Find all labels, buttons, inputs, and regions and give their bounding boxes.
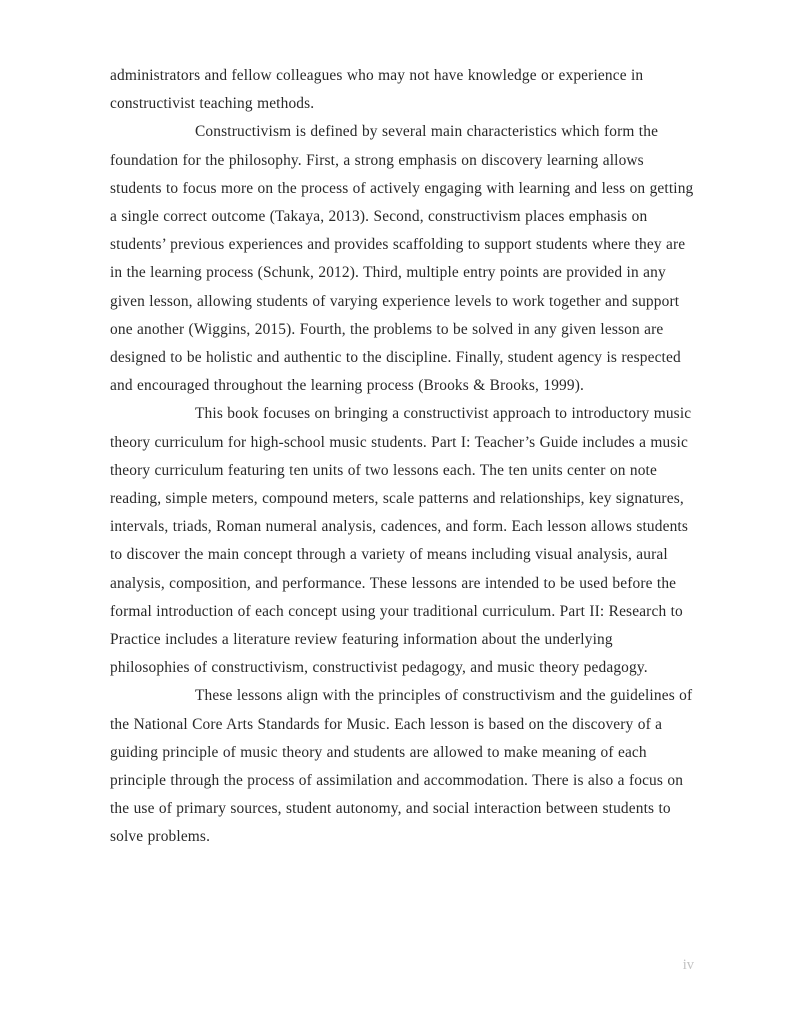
page-number: iv: [682, 957, 694, 973]
body-paragraph-constructivism-characteristics: Constructivism is defined by several main characteristics which form the foundation for the philosophy. First, a strong emphasis on discovery learning allows students to focus more on the process of actively engaging with learning and less on getting a single correct outcome (Takaya, 2013). Second, constructivism places emphasis on students’ previous experiences and provides scaffolding to support students where they are in the learning process (Schunk, 2012). Third, multiple entry points are provided in any given lesson, allowing students of varying experience levels to work together and support one another (Wiggins, 2015). Fourth, the problems to be solved in any given lesson are designed to be holistic and authentic to the discipline. Finally, student agency is respected and encouraged throughout the learning process (Brooks & Brooks, 1999).: [110, 123, 694, 395]
body-paragraph-book-focus: This book focuses on bringing a constructivist approach to introductory music theory curriculum for high-school music students. Part I: Teacher’s Guide includes a music theory curriculum featuring ten units of two lessons each. The ten units center on note reading, simple meters, compound meters, scale patterns and relationships, key signatures, intervals, triads, Roman numeral analysis, cadences, and form. Each lesson allows students to discover the main concept through a variety of means including visual analysis, aural analysis, composition, and performance. These lessons are intended to be used before the formal introduction of each concept using your traditional curriculum. Part II: Research to Practice includes a literature review featuring information about the underlying philosophies of constructivism, constructivist pedagogy, and music theory pedagogy.: [110, 405, 692, 677]
body-paragraph-continuation: administrators and fellow colleagues who may not have knowledge or experience in constructivist teaching methods.: [110, 67, 644, 113]
body-text-column: [110, 62, 694, 852]
body-paragraph-lessons-align: These lessons align with the principles of constructivism and the guidelines of the National Core Arts Standards for Music. Each lesson is based on the discovery of a guiding principle of music theory and students are allowed to make meaning of each principle through the process of assimilation and accommodation. There is also a focus on the use of primary sources, student autonomy, and social interaction between students to solve problems.: [110, 687, 693, 846]
